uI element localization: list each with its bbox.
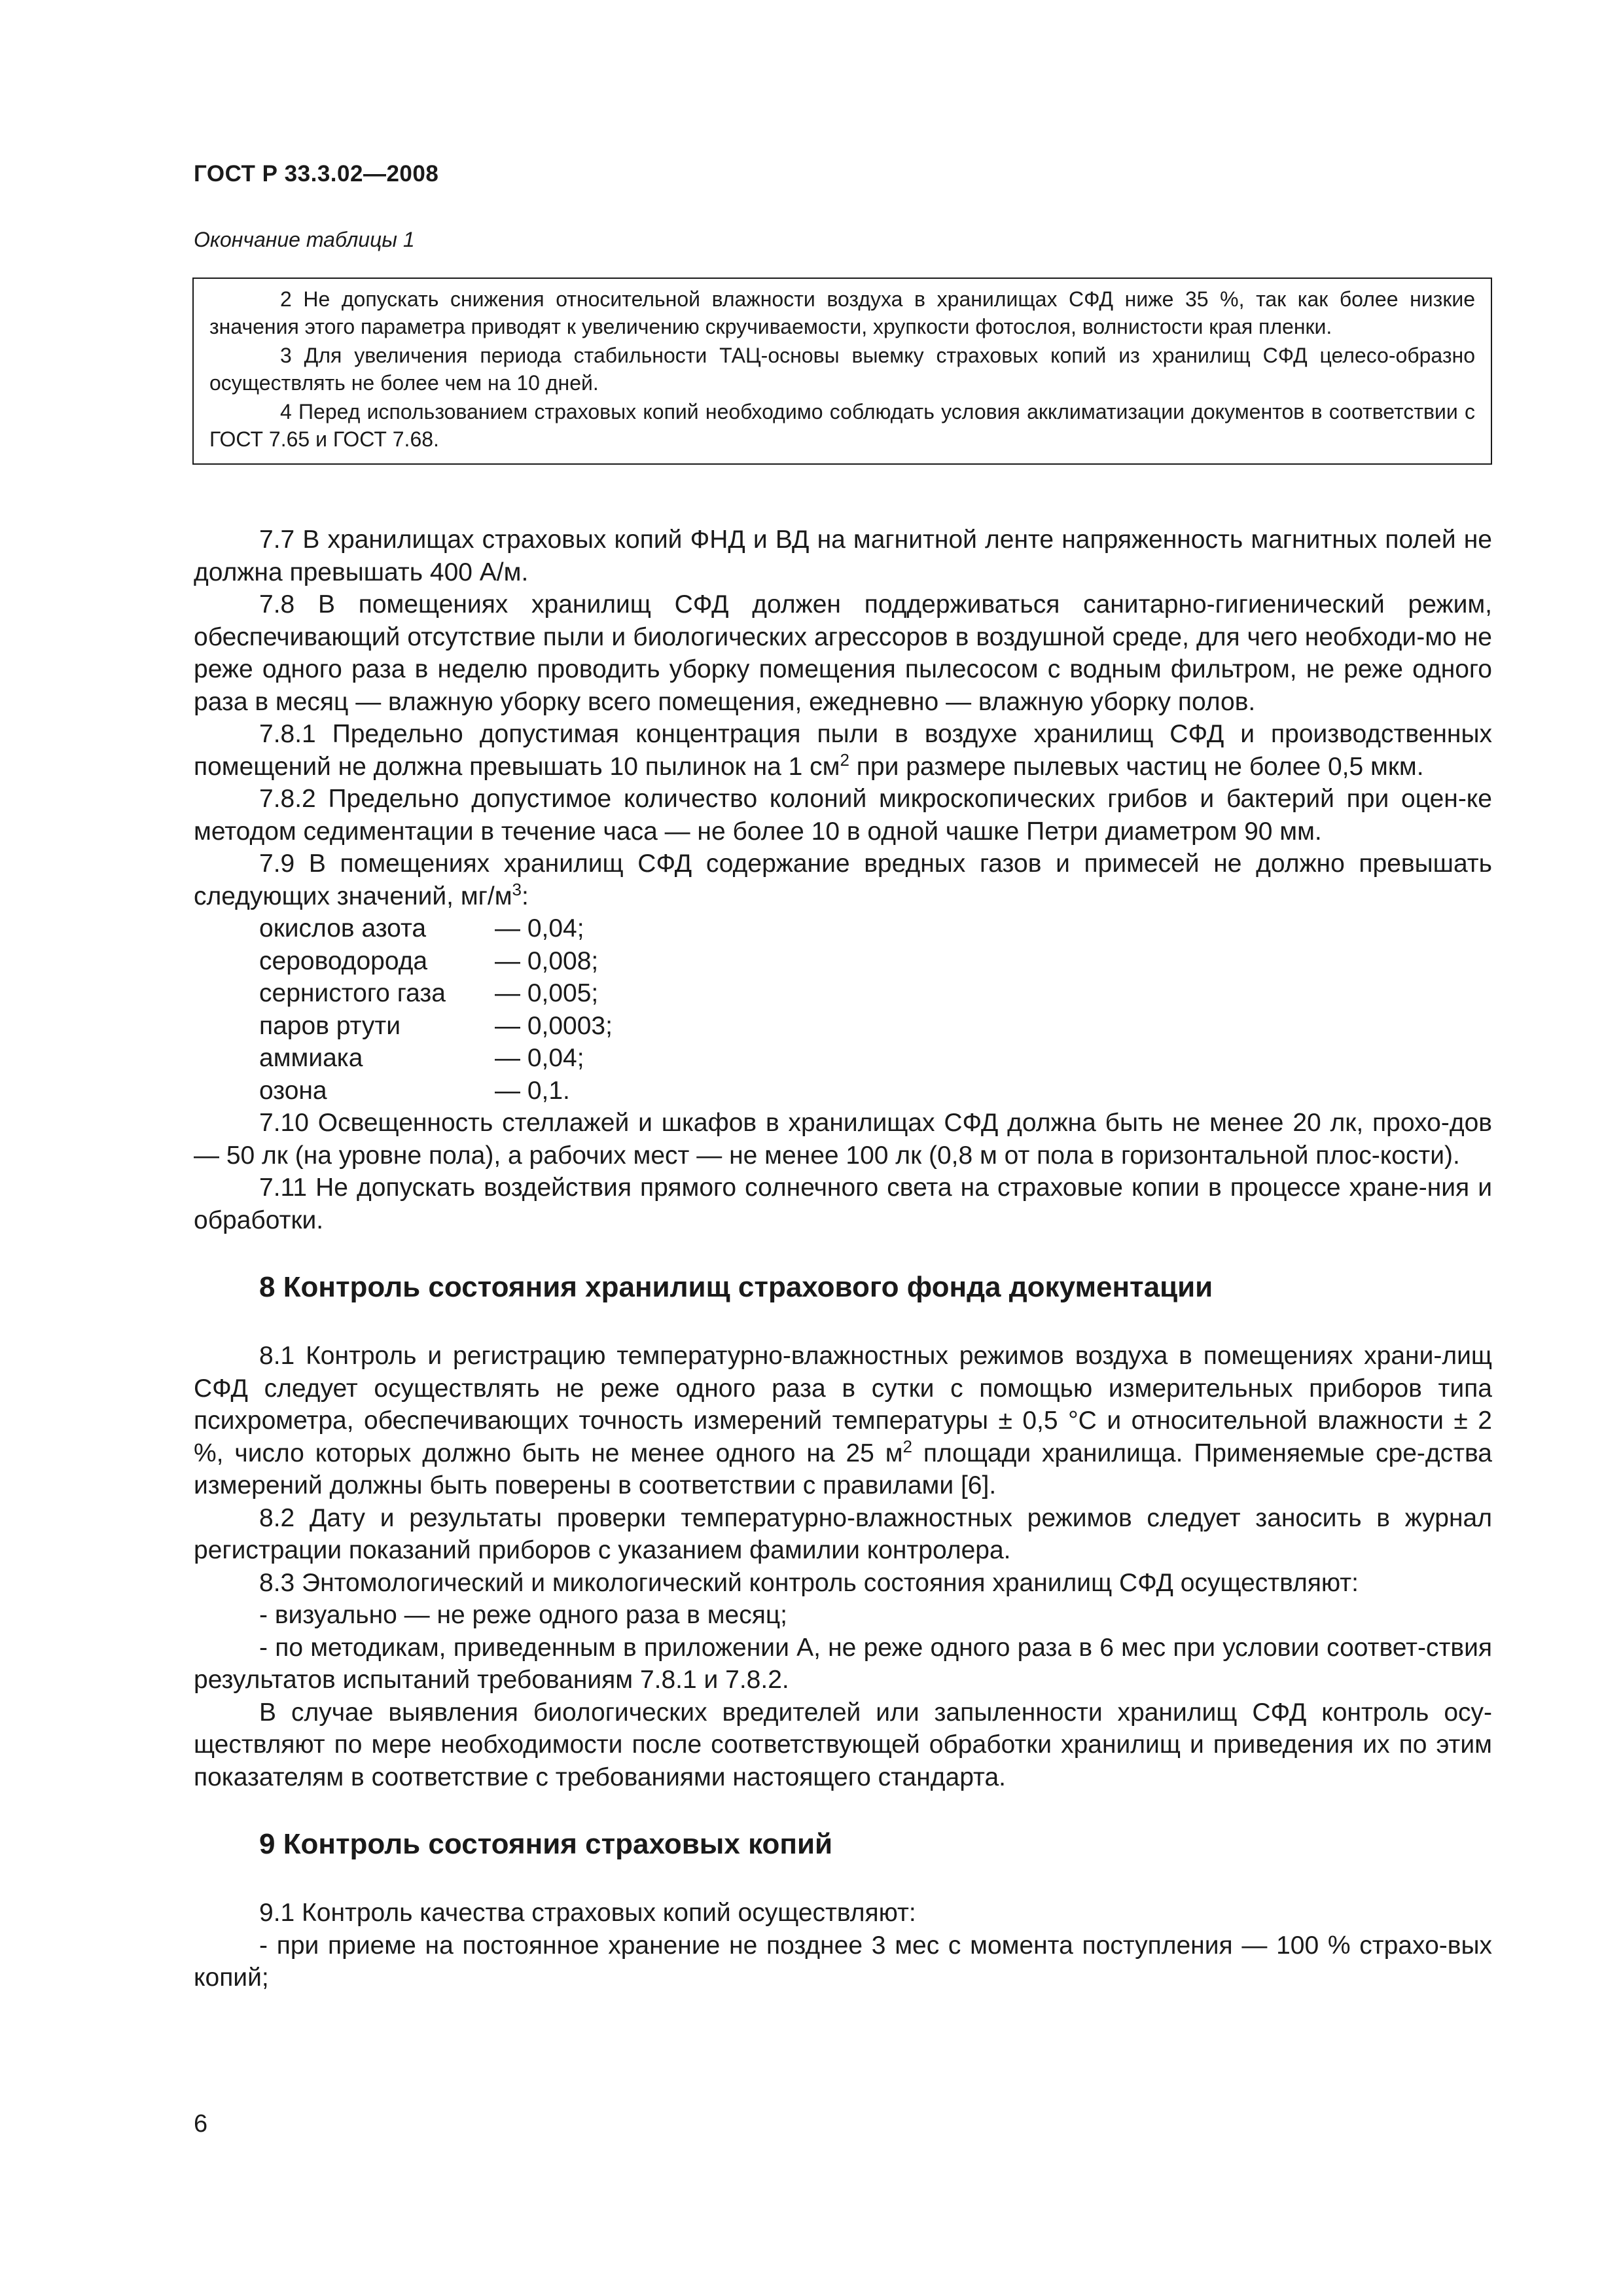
gas-name: сероводорода [259,946,428,975]
paragraph-8-3-item-1: - визуально — не реже одного раза в месяц; [259,1601,788,1629]
gas-name: сернистого газа [259,979,446,1007]
paragraph-7-9-text: 7.9 В помещениях хранилищ СФД содержание вредных газов и примесей не должно превышать следующих значений, мг/м [194,850,1492,910]
paragraph-7-10: 7.10 Освещенность стеллажей и шкафов в хранилищах СФД должна быть не менее 20 лк, прохо-дов — 50 лк (на уровне пола), а рабочих мест — не менее 100 лк (0,8 м от пола в горизонтальной плос-кости). [194,1109,1492,1170]
paragraph-8-2: 8.2 Дату и результаты проверки температурно-влажностных режимов следует заносить в журнал регистрации показаний приборов с указанием фамилии контролера. [194,1503,1492,1564]
gas-value: — 0,005; [495,979,599,1007]
paragraph-7-9 [194,848,1492,912]
gas-name: паров ртути [259,1011,401,1040]
paragraph-8-1-text-end: площади хранилища. Применяемые сре-дства измерений должны быть поверены в соответствии с правилами [6]. [194,1439,1492,1499]
section-9-title: 9 Контроль состояния страховых копий [259,1828,833,1860]
paragraph-8-3: 8.3 Энтомологический и микологический контроль состояния хранилищ СФД осуществляют: [259,1568,1359,1597]
gas-value: — 0,0003; [495,1011,613,1040]
page-number: 6 [194,2110,208,2138]
gas-value: — 0,04; [495,1044,584,1072]
superscript: 2 [902,1436,912,1456]
table-notes-box [192,278,1492,465]
gas-name: озона [259,1076,327,1105]
section-8-title: 8 Контроль состояния хранилищ страхового фонда документации [259,1271,1213,1303]
paragraph-7-8: 7.8 В помещениях хранилищ СФД должен поддерживаться санитарно-гигиенический режим, обеспечивающий отсутствие пыли и биологических агрессоров в воздушной среде, для чего необходи-мо не реже одного раза в неделю проводить уборку помещения пылесосом с водным фильтром, не реже одного раза в месяц — влажную уборку всего помещения, ежедневно — влажную уборку полов. [194,590,1492,716]
gas-value: — 0,04; [495,914,584,942]
list-item [259,1042,1492,1075]
list-item [259,1075,1492,1107]
body-text [194,524,1492,1994]
paragraph-7-8-2: 7.8.2 Предельно допустимое количество колоний микроскопических грибов и бактерий при оцен-ке методом седиментации в течение часа — не более 10 в одной чашке Петри диаметром 90 мм. [194,785,1492,846]
paragraph-8-1 [194,1340,1492,1502]
paragraph-7-8-1-text: 7.8.1 Предельно допустимая концентрация пыли в воздухе хранилищ СФД и производственных помещений не должна превышать 10 пылинок на 1 см [194,720,1492,781]
paragraph-8-4: В случае выявления биологических вредителей или запыленности хранилищ СФД контроль осу-ществляют по мере необходимости после соответствующей обработки хранилищ и приведения их по этим показателям в соответствие с требованиями настоящего стандарта. [194,1698,1492,1791]
gas-name: окислов азота [259,914,427,942]
gas-value: — 0,008; [495,946,599,975]
superscript: 2 [840,749,849,770]
note-4: 4 Перед использованием страховых копий необходимо соблюдать условия акклиматизации документов в соответствии с ГОСТ 7.65 и ГОСТ 7.68. [209,400,1475,451]
paragraph-8-3-item-2: - по методикам, приведенным в приложении А, не реже одного раза в 6 мес при условии соответ-ствия результатов испытаний требованиям 7.8.1 и 7.8.2. [194,1633,1492,1694]
paragraph-9-1: 9.1 Контроль качества страховых копий осуществляют: [259,1899,916,1927]
document-header: ГОСТ Р 33.3.02—2008 [194,161,439,187]
gas-list [259,912,1492,1107]
list-item [259,945,1492,978]
superscript: 3 [512,879,522,899]
paragraph-8-1-text: 8.1 Контроль и регистрацию температурно-влажностных режимов воздуха в помещениях храни-лищ СФД следует осуществлять не реже одного раза в сутки с помощью измерительных приборов типа психрометра, обеспечивающих точность измерений температуры ± 0,5 °С и относительной влажности ± 2 %, число которых должно быть не менее одного на 25 м [194,1342,1492,1467]
list-item [259,977,1492,1010]
paragraph-7-8-1-text-end: при размере пылевых частиц не более 0,5 мкм. [849,752,1424,781]
paragraph-7-7: 7.7 В хранилищах страховых копий ФНД и ВД на магнитной ленте напряженность магнитных полей не должна превышать 400 А/м. [194,526,1492,586]
paragraph-7-8-1 [194,718,1492,783]
paragraph-7-11: 7.11 Не допускать воздействия прямого солнечного света на страховые копии в процессе хране-ния и обработки. [194,1174,1492,1234]
table-caption: Окончание таблицы 1 [194,228,415,251]
paragraph-9-1-item-1: - при приеме на постоянное хранение не позднее 3 мес с момента поступления — 100 % страхо-вых копий; [194,1931,1492,1992]
list-item [259,1010,1492,1043]
list-item [259,912,1492,945]
gas-value: — 0,1. [495,1076,570,1105]
paragraph-7-9-text-end: : [522,882,529,910]
note-2: 2 Не допускать снижения относительной влажности воздуха в хранилищах СФД ниже 35 %, так как более низкие значения этого параметра приводят к увеличению скручиваемости, хрупкости фотослоя, волнистости края пленки. [209,287,1475,338]
note-3: 3 Для увеличения периода стабильности ТАЦ-основы выемку страховых копий из хранилищ СФД целесо-образно осуществлять не более чем на 10 дней. [209,344,1475,395]
gas-name: аммиака [259,1044,363,1072]
